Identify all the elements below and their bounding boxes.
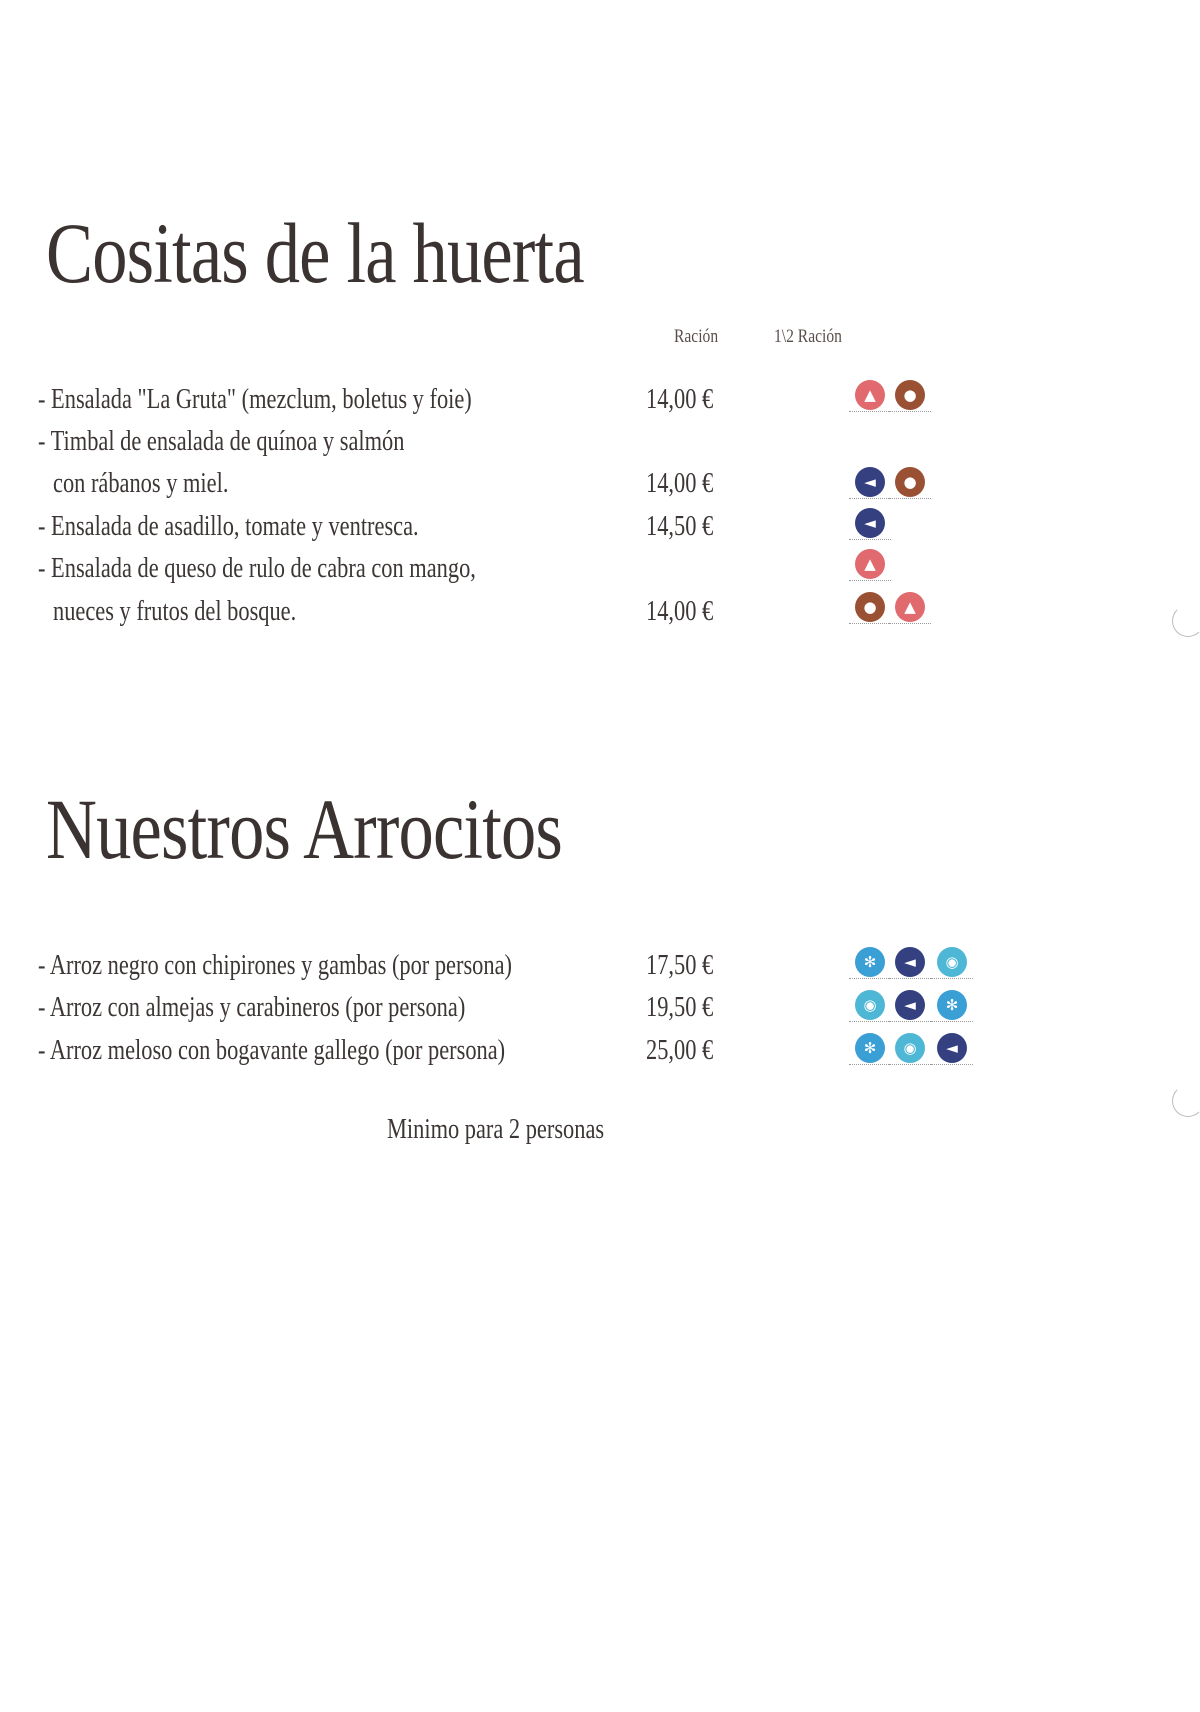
section-title-huerta: Cositas de la huerta — [46, 205, 584, 301]
shell-icon: ◉ — [855, 990, 885, 1020]
section-title-arrocitos: Nuestros Arrocitos — [46, 781, 563, 877]
egg-icon: ● — [855, 592, 885, 622]
column-header-half-racion: 1\2 Ración — [774, 326, 842, 347]
menu-item-price: 14,00 € — [646, 468, 714, 499]
menu-item-line: - Ensalada de queso de rulo de cabra con mango, — [38, 553, 476, 584]
minimum-note: Minimo para 2 personas — [387, 1114, 605, 1145]
punch-hole — [1172, 605, 1200, 637]
menu-item-price: 14,50 € — [646, 511, 714, 542]
crab-icon: ✻ — [937, 990, 967, 1020]
fish-icon: ◄ — [895, 990, 925, 1020]
milk-icon: ▲ — [855, 549, 885, 579]
fish-icon: ◄ — [937, 1033, 967, 1063]
menu-item-price: 17,50 € — [646, 950, 714, 981]
shell-icon: ◉ — [937, 947, 967, 977]
fish-icon: ◄ — [855, 467, 885, 497]
menu-item-line: - Arroz negro con chipirones y gambas (por persona) — [38, 950, 512, 981]
crab-icon: ✻ — [855, 1033, 885, 1063]
milk-icon: ▲ — [855, 380, 885, 410]
crab-icon: ✻ — [855, 947, 885, 977]
punch-hole — [1172, 1085, 1200, 1117]
column-header-racion: Ración — [674, 326, 719, 347]
menu-item-line: nueces y frutos del bosque. — [53, 596, 297, 627]
menu-item-price: 14,00 € — [646, 596, 714, 627]
menu-item-line: con rábanos y miel. — [53, 468, 229, 499]
shell-icon: ◉ — [895, 1033, 925, 1063]
egg-icon: ● — [895, 467, 925, 497]
menu-item-line: - Ensalada de asadillo, tomate y ventresca. — [38, 511, 419, 542]
menu-item-line: - Arroz con almejas y carabineros (por persona) — [38, 992, 466, 1023]
egg-icon: ● — [895, 380, 925, 410]
menu-item-price: 19,50 € — [646, 992, 714, 1023]
menu-item-line: - Arroz meloso con bogavante gallego (por persona) — [38, 1035, 506, 1066]
menu-item-price: 14,00 € — [646, 384, 714, 415]
menu-item-line: - Ensalada "La Gruta" (mezclum, boletus y foie) — [38, 384, 472, 415]
menu-item-price: 25,00 € — [646, 1035, 714, 1066]
milk-icon: ▲ — [895, 592, 925, 622]
menu-item-line: - Timbal de ensalada de quínoa y salmón — [38, 426, 405, 457]
fish-icon: ◄ — [895, 947, 925, 977]
fish-icon: ◄ — [855, 508, 885, 538]
